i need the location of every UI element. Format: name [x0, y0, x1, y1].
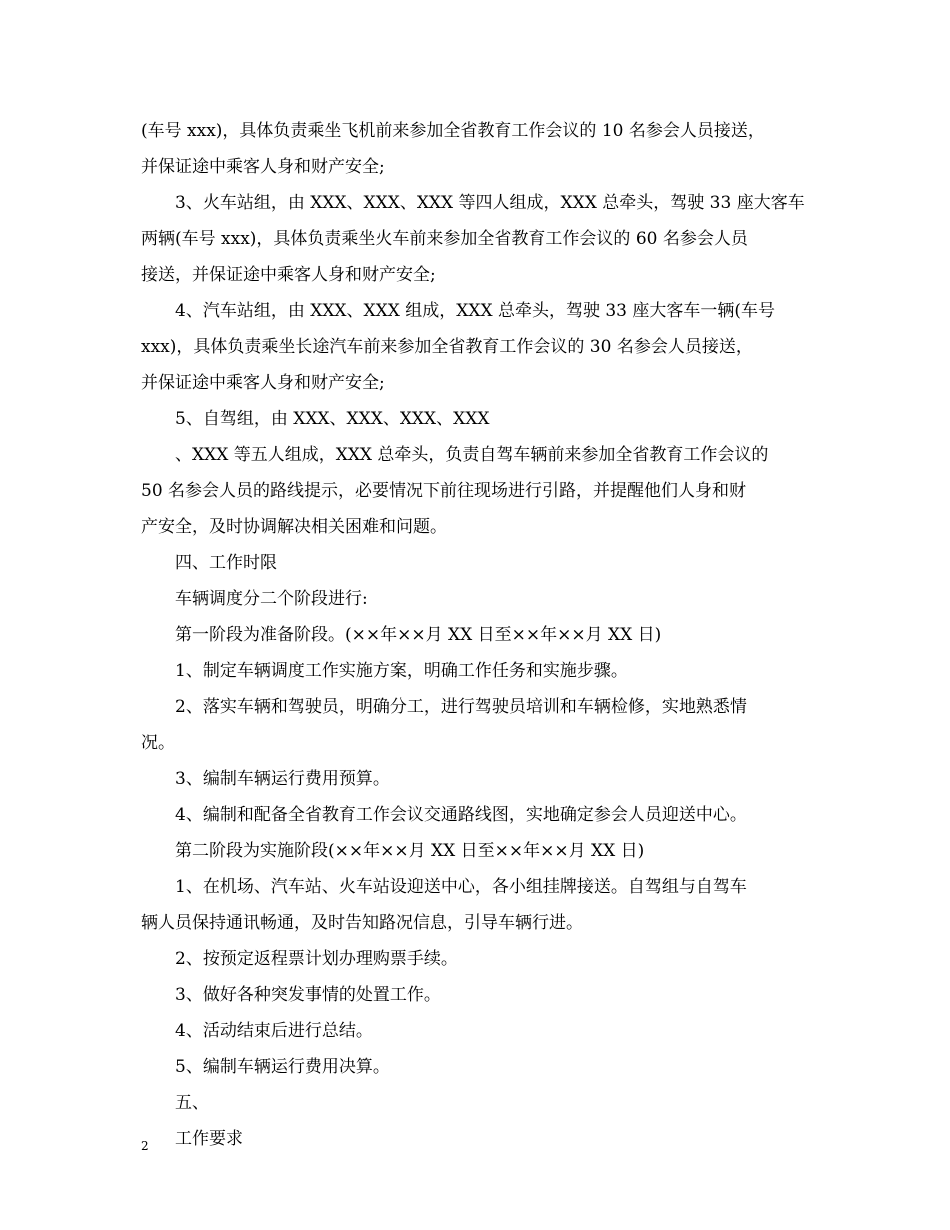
- text-line: (车号 xxx)，具体负责乘坐飞机前来参加全省教育工作会议的 10 名参会人员接送，: [141, 121, 765, 141]
- page-number: 2: [141, 1139, 149, 1153]
- text-line: 、XXX 等五人组成，XXX 总牵头，负责自驾车辆前来参加全省教育工作会议的: [175, 445, 769, 465]
- document-body: [141, 113, 831, 1157]
- text-line: 四、工作时限: [175, 553, 277, 573]
- text-line: 并保证途中乘客人身和财产安全;: [141, 373, 385, 393]
- text-line: 第一阶段为准备阶段。(××年××月 XX 日至××年××月 XX 日): [175, 625, 662, 645]
- text-line: 况。: [141, 733, 175, 753]
- text-line: 两辆(车号 xxx)，具体负责乘坐火车前来参加全省教育工作会议的 60 名参会人员: [141, 229, 748, 249]
- text-line: 辆人员保持通讯畅通，及时告知路况信息，引导车辆行进。: [141, 913, 583, 933]
- text-line: 2、按预定返程票计划办理购票手续。: [175, 949, 458, 969]
- text-line: 接送，并保证途中乘客人身和财产安全;: [141, 265, 436, 285]
- text-line: 3、火车站组，由 XXX、XXX、XXX 等四人组成，XXX 总牵头，驾驶 33 座大客车: [175, 193, 805, 213]
- text-line: 5、自驾组，由 XXX、XXX、XXX、XXX: [175, 409, 490, 429]
- text-line: 5、编制车辆运行费用决算。: [175, 1057, 390, 1077]
- text-line: 并保证途中乘客人身和财产安全;: [141, 157, 385, 177]
- text-line: 产安全，及时协调解决相关困难和问题。: [141, 517, 447, 537]
- text-line: 车辆调度分二个阶段进行:: [175, 589, 368, 609]
- text-line: 1、在机场、汽车站、火车站设迎送中心，各小组挂牌接送。自驾组与自驾车: [175, 877, 747, 897]
- text-line: 3、做好各种突发事情的处置工作。: [175, 985, 441, 1005]
- text-line: 1、制定车辆调度工作实施方案，明确工作任务和实施步骤。: [175, 661, 628, 681]
- text-line: 2、落实车辆和驾驶员，明确分工，进行驾驶员培训和车辆检修，实地熟悉情: [175, 697, 747, 717]
- text-line: 五、: [175, 1093, 209, 1113]
- text-line: 工作要求: [175, 1129, 243, 1149]
- text-line: 50 名参会人员的路线提示，必要情况下前往现场进行引路，并提醒他们人身和财: [141, 481, 747, 501]
- text-line: 第二阶段为实施阶段(××年××月 XX 日至××年××月 XX 日): [175, 841, 645, 861]
- text-line: 3、编制车辆运行费用预算。: [175, 769, 390, 789]
- text-line: 4、汽车站组，由 XXX、XXX 组成，XXX 总牵头，驾驶 33 座大客车一辆(车号: [175, 301, 776, 321]
- text-line: 4、活动结束后进行总结。: [175, 1021, 373, 1041]
- text-line: 4、编制和配备全省教育工作会议交通路线图，实地确定参会人员迎送中心。: [175, 805, 747, 825]
- text-line: xxx)，具体负责乘坐长途汽车前来参加全省教育工作会议的 30 名参会人员接送，: [141, 337, 753, 357]
